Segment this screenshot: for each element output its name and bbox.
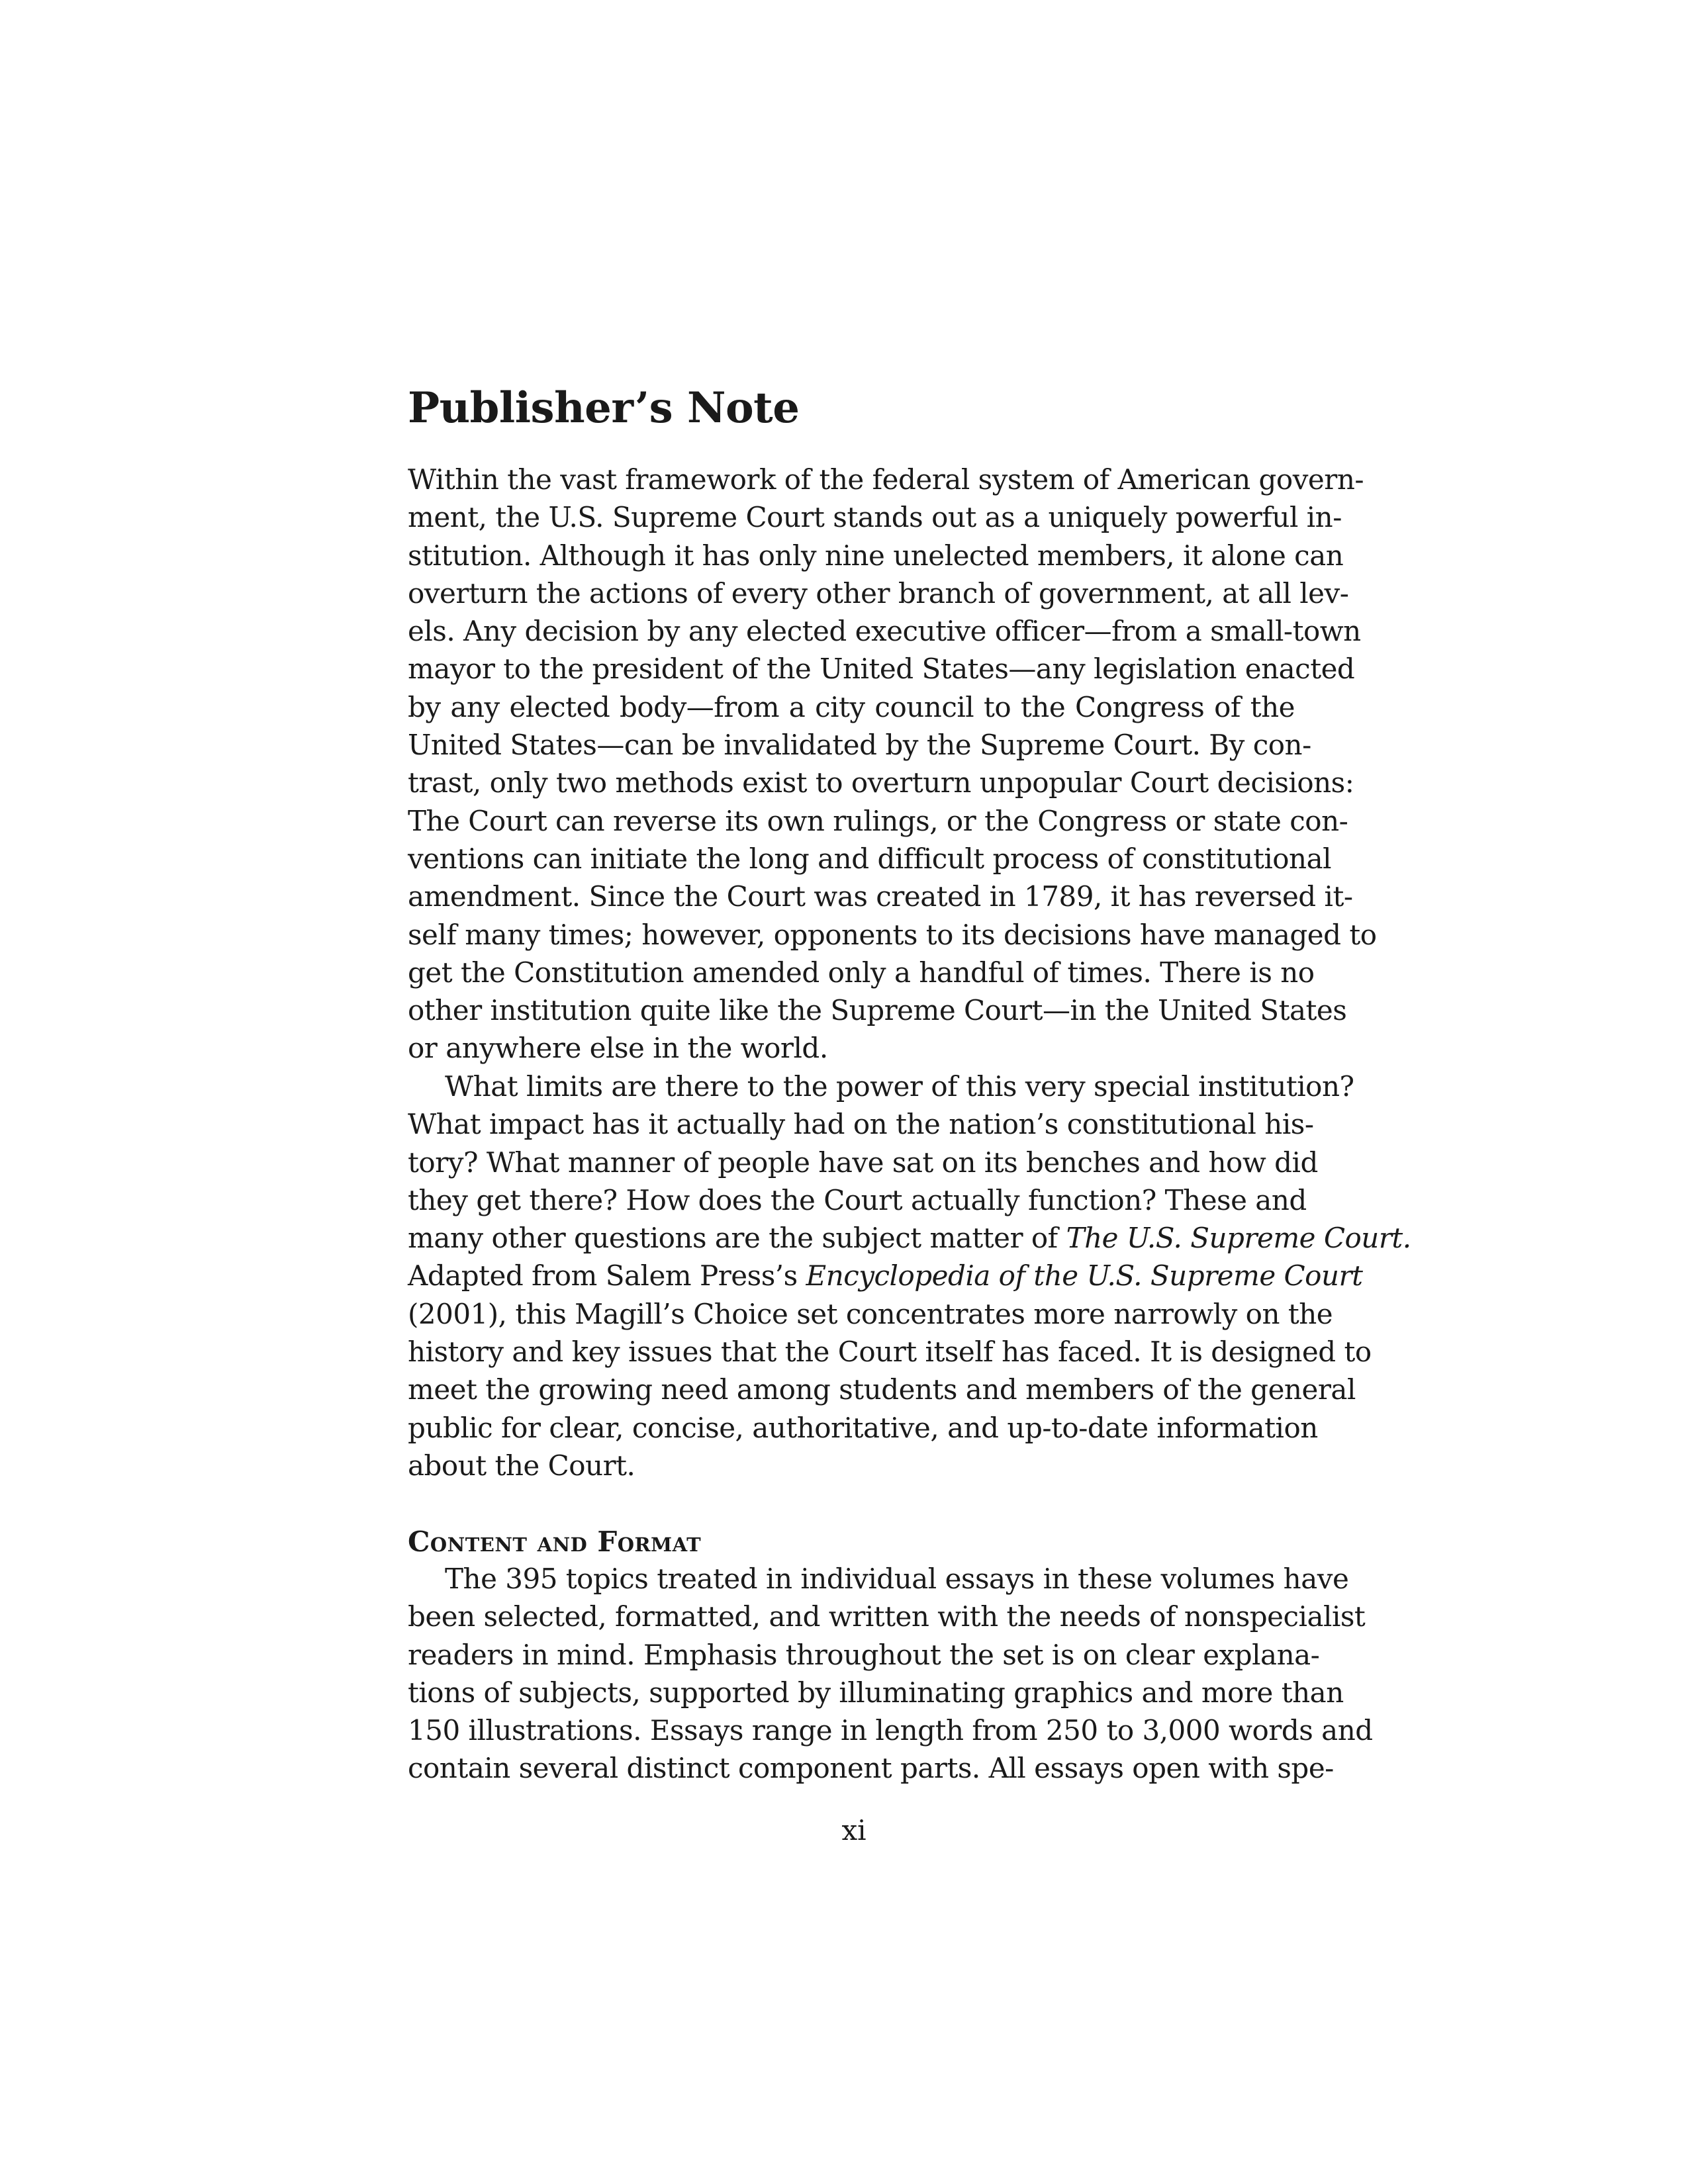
text-line: stitution. Although it has only nine unelected members, it alone can [408, 539, 1344, 572]
text-segment: Adapted from Salem Press’s [408, 1259, 806, 1293]
text-line: mayor to the president of the United States—any legislation enacted [408, 653, 1355, 686]
paragraph-questions [408, 1068, 1411, 1484]
text-line: public for clear, concise, authoritative, and up-to-date information [408, 1411, 1318, 1444]
text-line: overturn the actions of every other branch of government, at all lev- [408, 576, 1349, 610]
text-line: they get there? How does the Court actually function? These and [408, 1183, 1307, 1216]
text-line: The Court can reverse its own rulings, or the Congress or state con- [408, 804, 1348, 837]
text-line: readers in mind. Emphasis throughout the set is on clear explana- [408, 1638, 1320, 1671]
paragraph-content-format [408, 1560, 1373, 1788]
paragraph-intro [408, 461, 1377, 1068]
text-line: United States—can be invalidated by the Supreme Court. By con- [408, 729, 1311, 762]
book-title: Encyclopedia of the U.S. Supreme Court [806, 1259, 1363, 1293]
text-line [408, 1257, 1363, 1295]
text-line: by any elected body—from a city council to the Congress of the [408, 690, 1295, 723]
text-line: about the Court. [408, 1449, 635, 1482]
text-line: What impact has it actually had on the nation’s constitutional his- [408, 1108, 1314, 1141]
text-line [408, 1219, 1411, 1257]
book-title: The U.S. Supreme Court. [1066, 1222, 1411, 1255]
text-line: What limits are there to the power of this very special institution? [445, 1070, 1354, 1103]
page-number: xi [841, 1814, 867, 1846]
section-heading: Content and Format [408, 1525, 702, 1558]
text-line: amendment. Since the Court was created in 1789, it has reversed it- [408, 880, 1353, 913]
text-line: tory? What manner of people have sat on its benches and how did [408, 1146, 1318, 1179]
text-line: history and key issues that the Court itself has faced. It is designed to [408, 1336, 1372, 1369]
page-title: Publisher’s Note [408, 383, 800, 433]
text-line: trast, only two methods exist to overturn unpopular Court decisions: [408, 766, 1354, 799]
text-line: tions of subjects, supported by illuminating graphics and more than [408, 1676, 1344, 1709]
text-line: Within the vast framework of the federal system of American govern- [408, 463, 1364, 496]
text-line: els. Any decision by any elected executive officer—from a small-town [408, 615, 1361, 648]
text-line: contain several distinct component parts. All essays open with spe- [408, 1752, 1334, 1785]
text-line: ventions can initiate the long and difficult process of constitutional [408, 842, 1332, 875]
text-line: get the Constitution amended only a handful of times. There is no [408, 956, 1315, 989]
text-line: The 395 topics treated in individual essays in these volumes have [445, 1563, 1349, 1595]
text-line: ment, the U.S. Supreme Court stands out as a uniquely powerful in- [408, 501, 1342, 534]
text-segment: many other questions are the subject matter of [408, 1222, 1066, 1255]
text-line: or anywhere else in the world. [408, 1032, 828, 1065]
text-line: (2001), this Magill’s Choice set concentrates more narrowly on the [408, 1297, 1333, 1330]
text-line: 150 illustrations. Essays range in length from 250 to 3,000 words and [408, 1714, 1373, 1747]
text-line: self many times; however, opponents to its decisions have managed to [408, 918, 1377, 951]
text-line: other institution quite like the Supreme Court—in the United States [408, 994, 1347, 1027]
text-line: been selected, formatted, and written with the needs of nonspecialist [408, 1600, 1366, 1633]
text-line: meet the growing need among students and members of the general [408, 1373, 1356, 1406]
